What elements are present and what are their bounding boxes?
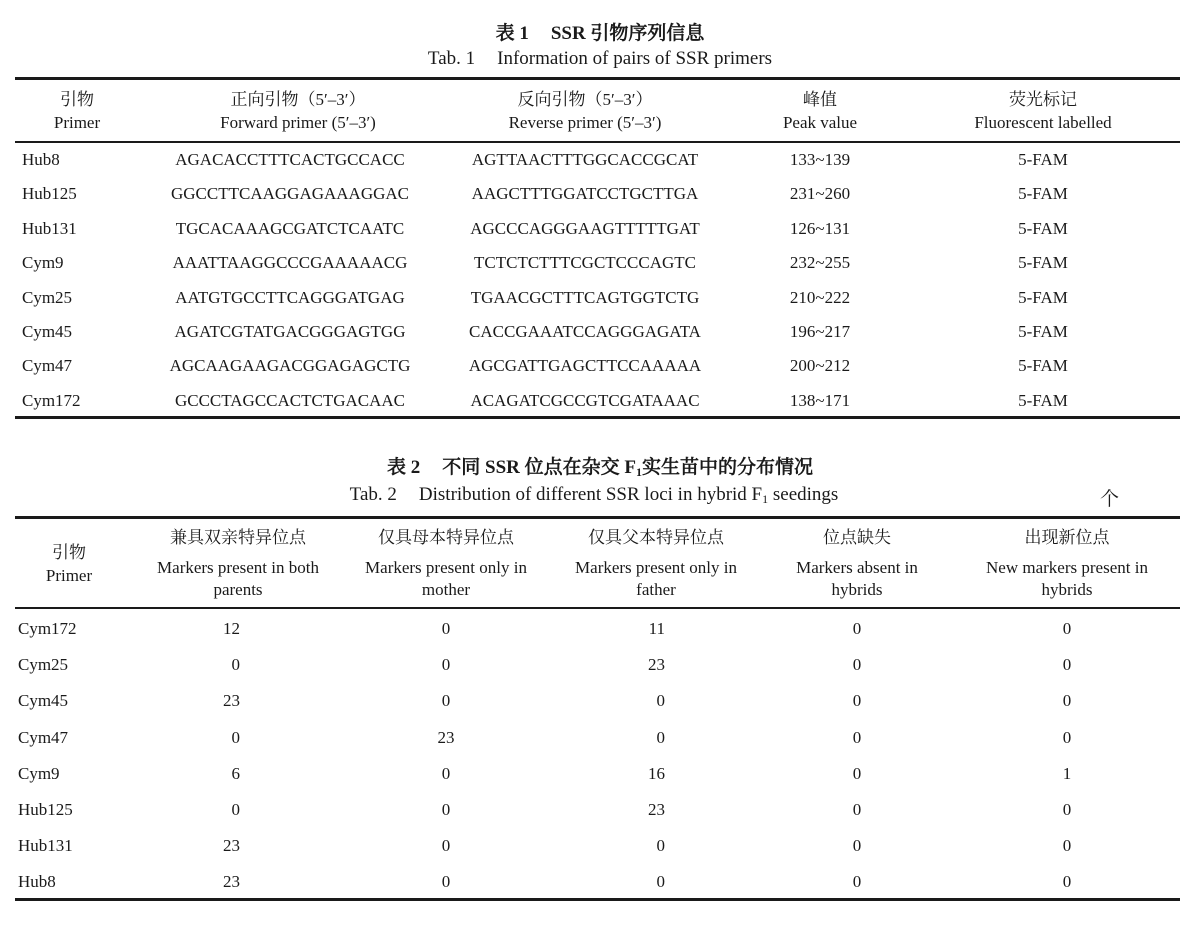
table1-cell-reverse: TCTCTCTTTCGCTCCCAGTC [474, 253, 696, 273]
table2-cell-both: 0 [231, 655, 240, 675]
table2-cell-both: 23 [223, 836, 240, 856]
table1-header-en: Fluorescent labelled [974, 113, 1112, 132]
table2-top-rule [15, 516, 1180, 519]
table2-header-cell [336, 527, 556, 601]
table1-row [0, 322, 1200, 344]
table2-cell-mother: 0 [441, 619, 451, 638]
table1-cell-peak: 232~255 [789, 253, 851, 273]
table2-caption-cn-sub: 1 [635, 465, 642, 479]
table1-header-en: Forward primer (5′–3′) [220, 113, 376, 132]
table2-header-en1: Markers present only in [575, 558, 737, 577]
table2-caption-cn-pre: 不同 SSR 位点在杂交 F [442, 457, 636, 478]
table1-cell-primer: Hub125 [22, 184, 77, 204]
table2-cell-absent: 0 [852, 619, 862, 638]
table1-cell-reverse: AGTTAACTTTGGCACCGCAT [471, 150, 699, 169]
table1-cell-reverse: CACCGAAATCCAGGGAGATA [469, 322, 701, 341]
table2-cell-father: 0 [656, 872, 665, 892]
table2-row [0, 619, 1200, 641]
table1-cell-label: 5-FAM [1018, 287, 1068, 307]
table2-cell-primer: Hub125 [18, 800, 73, 819]
table1-cell-reverse: AGCCCAGGGAAGTTTTTGAT [470, 218, 700, 238]
table2-cell-both: 0 [231, 727, 240, 747]
table2-row [0, 764, 1200, 786]
table1-header-cell [883, 88, 1200, 134]
table1-cell-primer: Cym9 [22, 253, 64, 273]
table2-unit: 个 [1100, 489, 1120, 510]
table1-header-cn: 荧光标记 [1009, 90, 1077, 109]
table2-cell-absent: 0 [852, 691, 862, 711]
table2-caption-cn [0, 452, 1200, 479]
table2-caption-cn-label: 表 2 [387, 457, 421, 478]
table1-cell-primer: Cym25 [22, 287, 73, 307]
table2-cell-absent: 0 [852, 872, 862, 892]
table1-cell-label: 5-FAM [1018, 253, 1068, 273]
table1-caption-cn-text: SSR 引物序列信息 [550, 23, 705, 44]
table2-header-cn: 仅具母本特异位点 [378, 528, 514, 547]
table2-cell-primer: Cym25 [18, 655, 69, 675]
table2-cell-both: 23 [223, 872, 240, 892]
table2-cell-absent: 0 [852, 727, 862, 747]
table2-cell-new: 0 [1062, 655, 1072, 675]
table1-cell-forward: AGACACCTTTCACTGCCACC [175, 150, 405, 169]
table2-header-cell [747, 527, 967, 601]
table2-cell-new: 0 [1062, 691, 1072, 711]
table2-row [0, 800, 1200, 822]
table2-row [0, 655, 1200, 677]
table1-cell-peak: 126~131 [789, 218, 851, 238]
table1-header-en: Primer [53, 113, 101, 132]
table1-cell-forward: GCCCTAGCCACTCTGACAAC [174, 390, 406, 410]
table1-row [0, 184, 1200, 206]
table1-cell-primer: Cym47 [22, 356, 73, 376]
table2-cell-mother: 0 [441, 836, 451, 856]
table1-caption-en [0, 48, 1200, 70]
table1-row [0, 253, 1200, 275]
table1-row [0, 391, 1200, 413]
table1-cell-peak: 210~222 [789, 287, 851, 307]
table2-cell-mother: 0 [441, 691, 451, 711]
table1-header-cn: 峰值 [803, 90, 837, 109]
table2-header-en2: hybrids [831, 580, 883, 599]
table2-cell-both: 6 [231, 763, 240, 783]
table1-row [0, 219, 1200, 241]
table2-header-cn: 位点缺失 [823, 528, 891, 547]
table2-caption-en [0, 484, 1194, 506]
table1-row [0, 150, 1200, 172]
table1-cell-forward: AAATTAAGGCCCGAAAAACG [172, 253, 408, 273]
table2-cell-primer: Hub8 [18, 872, 56, 892]
table2-header-en2: father [636, 580, 676, 599]
table2-cell-mother: 0 [441, 800, 451, 819]
table2-header-cell [957, 527, 1177, 601]
table2-cell-father: 0 [656, 836, 665, 856]
table2-cell-new: 0 [1062, 800, 1072, 819]
table2-caption-en-label: Tab. 2 [349, 484, 397, 505]
table2-row [0, 872, 1200, 894]
table2-header-cn: 仅具父本特异位点 [588, 528, 724, 547]
table1-cell-label: 5-FAM [1018, 184, 1068, 204]
table2-header-en: Primer [45, 566, 93, 585]
table2-cell-new: 0 [1062, 727, 1072, 747]
table2-cell-father: 0 [656, 691, 665, 711]
table2-header-cell [9, 541, 129, 587]
table2-header-cell [546, 527, 766, 601]
table2-cell-primer: Cym47 [18, 727, 69, 747]
table2-header-en1: New markers present in [986, 558, 1148, 577]
table1-header-cn: 引物 [60, 90, 94, 109]
table1-cell-label: 5-FAM [1018, 390, 1068, 410]
table2-cell-father: 16 [648, 763, 665, 783]
table2-cell-absent: 0 [852, 763, 862, 783]
table2-cell-father: 0 [656, 727, 665, 747]
table1-header-cn: 反向引物（5′–3′） [517, 90, 653, 109]
table2-cell-mother: 0 [441, 872, 451, 892]
table2-cell-primer: Cym172 [18, 619, 77, 638]
table1-caption-en-text: Information of pairs of SSR primers [497, 48, 773, 69]
table2-cell-primer: Cym9 [18, 763, 60, 783]
table1-cell-peak: 196~217 [789, 322, 851, 341]
table1-row [0, 288, 1200, 310]
table2-cell-absent: 0 [852, 800, 862, 819]
table2-cell-father: 23 [648, 655, 665, 675]
table2-header-en2: mother [421, 580, 471, 599]
table1-top-rule [15, 77, 1180, 80]
table1-header-cn: 正向引物（5′–3′） [230, 90, 366, 109]
table1-cell-forward: AGCAAGAAGACGGAGAGCTG [169, 356, 411, 376]
table1-header-rule [15, 141, 1180, 143]
table1-cell-primer: Hub131 [22, 218, 77, 238]
table1-header-en: Peak value [782, 113, 858, 132]
table2-cell-father: 23 [648, 800, 665, 819]
table2-row [0, 691, 1200, 713]
table1-bottom-rule [15, 416, 1180, 419]
table2-header-en1: Markers absent in [796, 558, 918, 577]
table2-caption-en-pre: Distribution of different SSR loci in hybrid F [418, 484, 763, 505]
table1-cell-label: 5-FAM [1018, 218, 1068, 238]
table2-caption-en-post: seedings [768, 484, 839, 505]
table2-bottom-rule [15, 898, 1180, 901]
table2-header-cn: 兼具双亲特异位点 [170, 528, 306, 547]
table2-header-en1: Markers present in both [157, 558, 319, 577]
table2-header-en2: parents [213, 580, 263, 599]
table2-cell-new: 0 [1062, 872, 1072, 892]
table2-cell-mother: 0 [441, 655, 451, 675]
table2-cell-new: 0 [1062, 619, 1072, 638]
table1-cell-reverse: AGCGATTGAGCTTCCAAAAA [468, 356, 702, 376]
table1-header-en: Reverse primer (5′–3′) [508, 113, 662, 132]
table2-cell-mother: 0 [441, 763, 451, 783]
table1-caption-cn [0, 18, 1200, 45]
table1-cell-label: 5-FAM [1018, 150, 1068, 169]
table1-cell-peak: 200~212 [789, 356, 851, 376]
table1-header-cell [138, 88, 458, 134]
table1-caption-en-label: Tab. 1 [427, 48, 476, 69]
table2-cell-new: 0 [1062, 836, 1072, 856]
table2-cell-absent: 0 [852, 655, 862, 675]
table1-cell-forward: TGCACAAAGCGATCTCAATC [175, 218, 405, 238]
table1-cell-label: 5-FAM [1018, 356, 1068, 376]
table2-cell-both: 0 [231, 800, 240, 819]
table1-cell-primer: Cym45 [22, 322, 73, 341]
table2-caption-cn-post: 实生苗中的分布情况 [641, 457, 813, 478]
table1-cell-peak: 133~139 [789, 150, 851, 169]
table2-cell-primer: Hub131 [18, 836, 73, 856]
table2-cell-mother: 23 [437, 727, 455, 747]
table2-header-cell [128, 527, 348, 601]
table2-cell-absent: 0 [852, 836, 862, 856]
table1-cell-primer: Hub8 [22, 150, 60, 169]
table2-cell-both: 23 [223, 691, 240, 711]
table2-cell-both: 12 [223, 619, 240, 638]
table2-cell-primer: Cym45 [18, 691, 69, 711]
table2-row [0, 836, 1200, 858]
table2-header-cn: 出现新位点 [1024, 528, 1110, 547]
table1-cell-reverse: TGAACGCTTTCAGTGGTCTG [470, 287, 700, 307]
table2-header-cn: 引物 [52, 543, 86, 562]
table1-caption-cn-label: 表 1 [495, 23, 529, 44]
table1-cell-forward: AGATCGTATGACGGGAGTGG [174, 322, 406, 341]
table2-header-en2: hybrids [1041, 580, 1093, 599]
table1-cell-forward: AATGTGCCTTCAGGGATGAG [175, 287, 405, 307]
table2-caption-en-sub: 1 [762, 492, 769, 506]
table1-cell-reverse: ACAGATCGCCGTCGATAAAC [470, 390, 700, 410]
table2-header-en1: Markers present only in [365, 558, 527, 577]
table1-cell-peak: 138~171 [789, 390, 851, 410]
table1-cell-primer: Cym172 [22, 390, 81, 410]
table1-cell-reverse: AAGCTTTGGATCCTGCTTGA [471, 184, 699, 204]
table2-header-rule [15, 607, 1180, 609]
table2-cell-new: 1 [1062, 763, 1072, 783]
table1-cell-peak: 231~260 [789, 184, 851, 204]
table1-cell-forward: GGCCTTCAAGGAGAAAGGAC [171, 184, 409, 204]
table1-row [0, 356, 1200, 378]
table2-row [0, 728, 1200, 750]
table1-cell-label: 5-FAM [1018, 322, 1068, 341]
table2-cell-father: 11 [648, 619, 665, 638]
